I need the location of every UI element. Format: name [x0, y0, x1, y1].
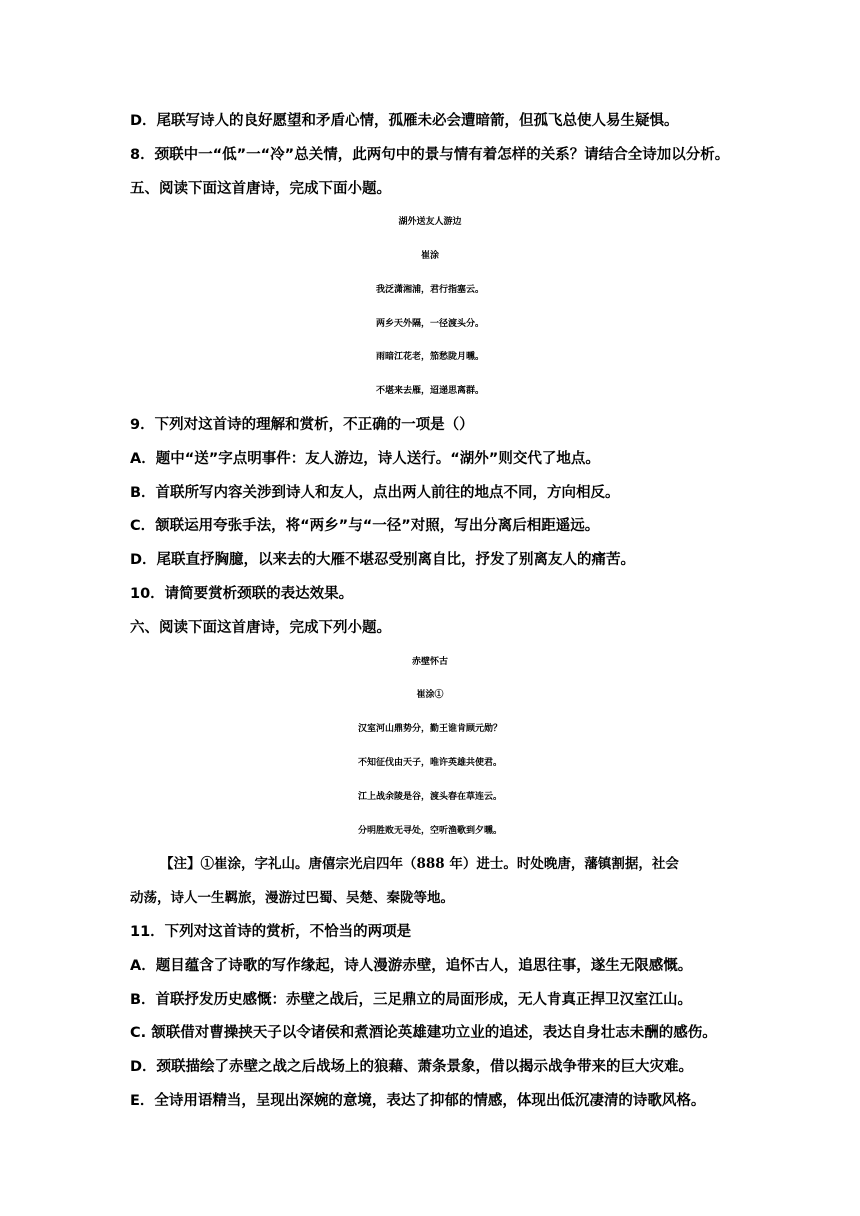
- q11-option-c: C. 颔联借对曹操挟天子以令诸侯和煮酒论英雄建功立业的追述，表达自身壮志未酬的感伤。: [130, 1025, 717, 1041]
- question-8: 8．颈联中一“低”一“冷”总关情，此两句中的景与情有着怎样的关系？请结合全诗加以分析。: [130, 147, 730, 163]
- poem-1-line: 我泛潇湘浦，君行指塞云。: [375, 285, 484, 295]
- poem-2-line: 江上战余陵是谷，渡头春在草连云。: [357, 792, 502, 802]
- q9-option-b: B．首联所写内容关涉到诗人和友人，点出两人前往的地点不同，方向相反。: [130, 485, 620, 501]
- annotation-note: 【注】①崔涂，字礼山。唐僖宗光启四年（888 年）进士。时处晚唐，藩镇割据，社会: [160, 856, 679, 872]
- q9-option-d: D．尾联直抒胸臆，以来去的大雁不堪忍受别离自比，抒发了别离友人的痛苦。: [130, 552, 636, 568]
- poem-2-line: 分明胜败无寻处，空听渔歌到夕曛。: [357, 826, 502, 836]
- q11-option-b: B．首联抒发历史感慨：赤壁之战后，三足鼎立的局面形成，无人肯真正捍卫汉室江山。: [130, 992, 693, 1008]
- poem-1-author: 崔涂: [420, 251, 439, 261]
- q11-option-d: D．颈联描绘了赤壁之战之后战场上的狼藉、萧条景象，借以揭示战争带来的巨大灾难。: [130, 1059, 694, 1075]
- poem-2-line: 汉室河山鼎势分，勤王谁肯顾元勋？: [357, 724, 502, 734]
- poem-2-author: 崔涂①: [416, 690, 444, 700]
- annotation-note-continued: 动荡，诗人一生羁旅，漫游过巴蜀、吴楚、秦陇等地。: [130, 890, 454, 906]
- q9-option-c: C．颔联运用夸张手法，将“两乡”与“一径”对照，写出分离后相距遥远。: [130, 518, 600, 534]
- question-11: 11．下列对这首诗的赏析，不恰当的两项是: [130, 924, 412, 940]
- poem-2-line: 不知征伐由天子，唯许英雄共使君。: [357, 758, 502, 768]
- poem-1-title: 湖外送友人游边: [398, 217, 462, 227]
- poem-1-line: 雨暗江花老，笳愁陇月曛。: [375, 352, 484, 362]
- option-d-prev: D．尾联写诗人的良好愿望和矛盾心情，孤雁未必会遭暗箭，但孤飞总使人易生疑惧。: [130, 113, 679, 129]
- section-6-heading: 六、阅读下面这首唐诗，完成下列小题。: [130, 620, 391, 636]
- q11-option-a: A．题目蕴含了诗歌的写作缘起，诗人漫游赤壁，追怀古人，追思往事，遂生无限感慨。: [130, 958, 693, 974]
- q11-option-e: E．全诗用语精当，呈现出深婉的意境，表达了抑郁的情感，体现出低沉凄清的诗歌风格。: [130, 1093, 706, 1109]
- q9-option-a: A．题中“送”字点明事件：友人游边，诗人送行。“湖外”则交代了地点。: [130, 451, 600, 467]
- question-9: 9．下列对这首诗的理解和赏析，不正确的一项是（）: [130, 417, 474, 433]
- poem-1-line: 两乡天外隔，一径渡头分。: [375, 319, 484, 329]
- question-10: 10．请简要赏析颈联的表达效果。: [130, 586, 354, 602]
- section-5-heading: 五、阅读下面这首唐诗，完成下面小题。: [130, 181, 391, 197]
- poem-2-title: 赤壁怀古: [411, 657, 448, 667]
- poem-1-line: 不堪来去雁，迢递思离群。: [375, 386, 484, 396]
